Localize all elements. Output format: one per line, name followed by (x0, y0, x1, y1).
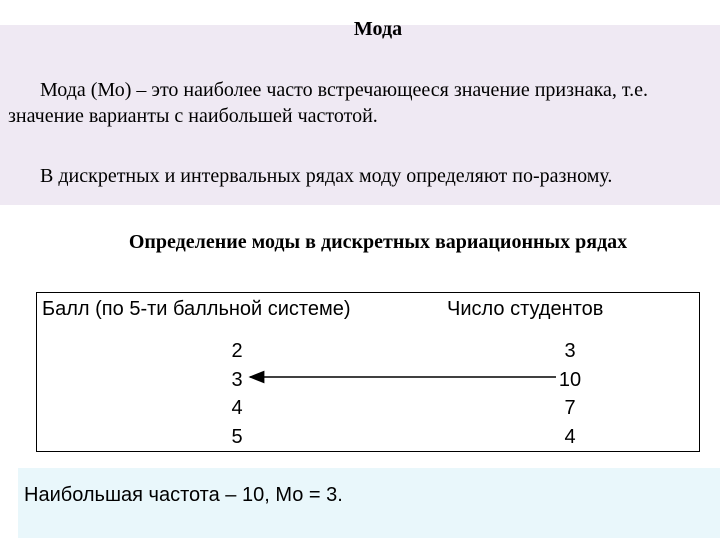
result-text: Наибольшая частота – 10, Мо = 3. (24, 484, 343, 506)
page-title: Мода (353, 18, 403, 40)
score-value: 4 (231, 397, 243, 419)
count-column (555, 337, 585, 451)
definition-paragraph (8, 77, 698, 129)
definition-note: В дискретных и интервальных рядах моду определяют по-разному. (40, 165, 613, 187)
definition-text: (Мо) – это наиболее часто встречающееся значение признака, т.е. значение варианты с наибольшей частотой. (8, 79, 649, 127)
section-subtitle: Определение моды в дискретных вариационных рядах (128, 231, 628, 253)
table-header-score: Балл (по 5-ти балльной системе) (42, 298, 351, 320)
count-value: 3 (564, 340, 576, 362)
score-value: 3 (231, 368, 243, 391)
score-value: 2 (231, 340, 243, 362)
definition-term: Мода (40, 79, 86, 101)
score-value: 5 (231, 425, 243, 448)
table-header-count: Число студентов (447, 298, 604, 320)
score-column (222, 337, 252, 451)
count-value: 7 (564, 397, 576, 419)
count-value: 10 (558, 368, 582, 391)
count-value: 4 (564, 425, 576, 448)
